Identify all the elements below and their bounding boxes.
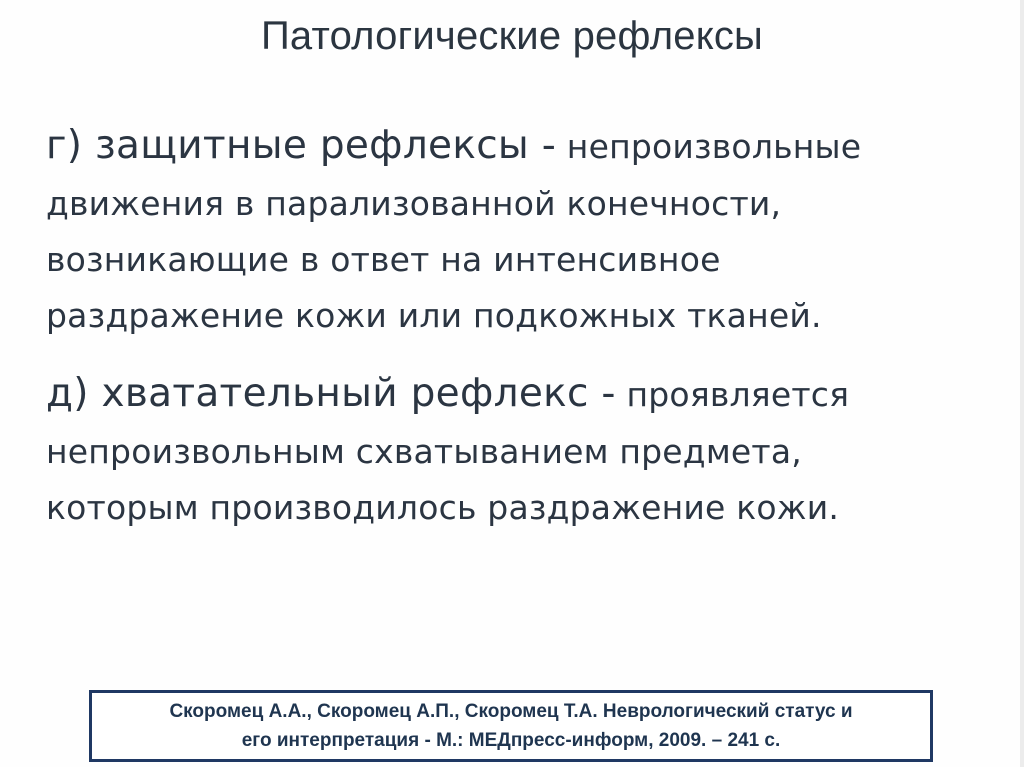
item-first-line: [46, 364, 986, 424]
slide-title: Патологические рефлексы: [260, 14, 764, 58]
citation-box: [89, 690, 933, 762]
item-lead: д) хватательный рефлекс -: [46, 371, 616, 416]
item-line: движения в парализованной конечности,: [46, 184, 782, 223]
item-protective-reflexes: [46, 116, 986, 344]
slide-edge: [1020, 0, 1024, 767]
citation-line: его интерпретация - М.: МЕДпресс-информ, 2009. – 241 с.: [241, 730, 781, 751]
item-first-line: [46, 116, 986, 176]
citation-line: Скоромец А.А., Скоромец А.П., Скоромец Т.А. Неврологический статус и: [169, 701, 853, 722]
item-line: возникающие в ответ на интенсивное: [46, 240, 721, 279]
item-first-line-text: непроизвольные: [556, 127, 862, 166]
item-grasp-reflex: [46, 364, 986, 536]
item-first-line-text: проявляется: [615, 375, 850, 414]
item-line: непроизвольным схватыванием предмета,: [46, 432, 802, 471]
item-line: которым производилось раздражение кожи.: [46, 488, 840, 527]
item-lead: г) защитные рефлексы -: [46, 123, 557, 168]
item-line: раздражение кожи или подкожных тканей.: [46, 296, 822, 335]
